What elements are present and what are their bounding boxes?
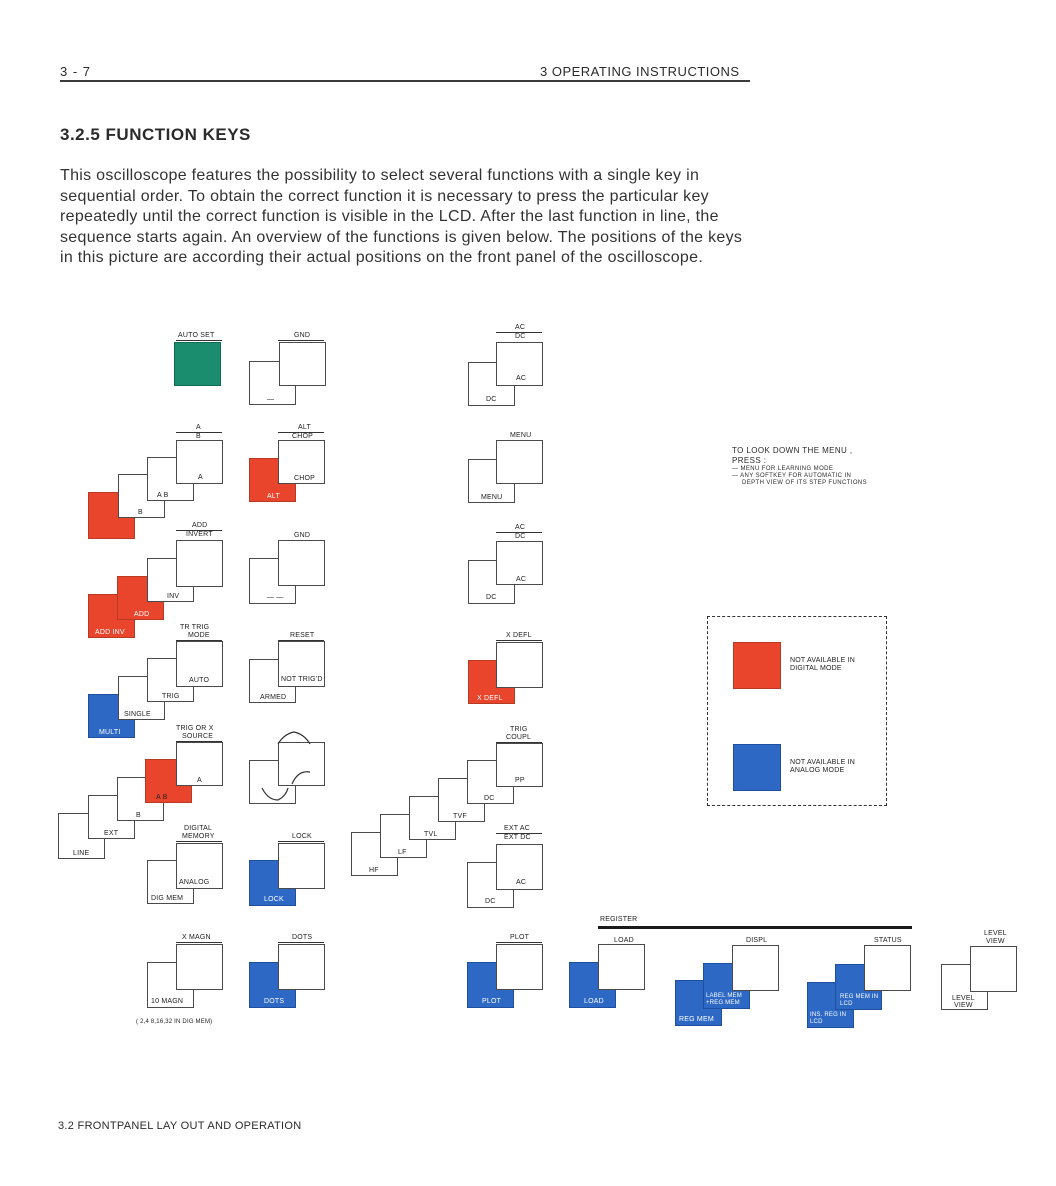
- reset-key[interactable]: NOT TRIG'D: [278, 641, 325, 687]
- digmem-key[interactable]: ANALOG: [176, 843, 223, 889]
- altchop-key[interactable]: CHOP: [278, 440, 325, 484]
- digmem-key-back: DIG MEM: [147, 860, 194, 904]
- trigsource-key-mid: A B: [145, 759, 192, 803]
- plot-key[interactable]: [496, 944, 543, 990]
- xmagn-key[interactable]: [176, 944, 223, 990]
- plot-key-back: PLOT: [467, 962, 514, 1008]
- altchop-key-back: ALT: [249, 458, 296, 502]
- trigsource-key-back1: B: [117, 777, 164, 821]
- gnd1-title: GND: [294, 332, 311, 339]
- displ-key-b2: REG MEM: [675, 980, 722, 1026]
- ab-key[interactable]: A: [176, 440, 223, 484]
- page-number: 3 - 7: [60, 64, 92, 79]
- addinv-key[interactable]: [176, 540, 223, 587]
- section-title: 3.2.5 FUNCTION KEYS: [60, 125, 251, 144]
- legend-red-text: NOT AVAILABLE IN DIGITAL MODE: [790, 657, 856, 672]
- trigcoupl-key-b3: TVL: [409, 796, 456, 840]
- acdc1-key-back: DC: [468, 362, 515, 406]
- status-key-b2: INS. REG IN LCD: [807, 982, 854, 1028]
- extac-key-back: DC: [467, 862, 514, 908]
- trigcoupl-key-b5: HF: [351, 832, 398, 876]
- load-key-back: LOAD: [569, 962, 616, 1008]
- trigsource-key-back2: EXT: [88, 795, 135, 839]
- trigmode-key-mid: TRIG: [147, 658, 194, 702]
- addinv-key-back2: ADD INV: [88, 594, 135, 638]
- displ-key[interactable]: [732, 945, 779, 991]
- addinv-key-back1: ADD: [117, 576, 164, 620]
- legend-red-swatch: [733, 642, 781, 689]
- extac-key[interactable]: AC: [496, 844, 543, 890]
- gnd1-key-back: —: [249, 361, 296, 405]
- status-key[interactable]: [864, 945, 911, 991]
- addinv-key-mid: INV: [147, 558, 194, 602]
- trigsource-key-back3: LINE: [58, 813, 105, 859]
- gnd1-key[interactable]: [279, 342, 326, 386]
- ab-key-back1: B: [118, 474, 165, 518]
- header-rule: [60, 80, 750, 82]
- autoset-title: AUTO SET: [178, 332, 215, 339]
- legend-blue-swatch: [733, 744, 781, 791]
- status-key-b1: REG MEM IN LCD: [835, 964, 882, 1010]
- xdefl-key-back: X DEFL: [468, 660, 515, 704]
- slope-symbol-icon: [258, 730, 328, 806]
- ab-key-mid: A B: [147, 457, 194, 501]
- xmagn-key-back: 10 MAGN: [147, 962, 194, 1008]
- trigmode-key-back2: MULTI: [88, 694, 135, 738]
- levelview-key[interactable]: [970, 946, 1017, 992]
- autoset-key[interactable]: [174, 342, 221, 386]
- lock-key[interactable]: [278, 843, 325, 889]
- trigcoupl-key[interactable]: PP: [496, 743, 543, 787]
- xdefl-key[interactable]: [496, 642, 543, 688]
- page-footer: 3.2 FRONTPANEL LAY OUT AND OPERATION: [58, 1120, 302, 1132]
- legend-blue-text: NOT AVAILABLE IN ANALOG MODE: [790, 759, 856, 774]
- dots-key[interactable]: [278, 944, 325, 990]
- trigsource-key[interactable]: A: [176, 742, 223, 786]
- displ-key-b1: LABEL MEM +REG MEM: [703, 963, 750, 1009]
- reset-key-back: ARMED: [249, 659, 296, 703]
- dots-key-back: DOTS: [249, 962, 296, 1008]
- acdc2-key[interactable]: AC: [496, 541, 543, 585]
- gnd2-key[interactable]: [278, 540, 325, 586]
- register-bar: [598, 926, 912, 929]
- acdc1-key[interactable]: AC: [496, 342, 543, 386]
- levelview-key-back: LEVEL VIEW: [941, 964, 988, 1010]
- gnd2-key-back: — —: [249, 558, 296, 604]
- acdc2-key-back: DC: [468, 560, 515, 604]
- intro-paragraph: This oscilloscope features the possibility to select several functions with a single key in sequential order. To obtain the correct function it is necessary to press the particular key repeatedly until the correct function is visible in the LCD. After the last function in line, the sequence starts again. An overview of the functions is given below. The positions of the keys in this picture are according their actual positions on the front panel of the oscilloscope.: [60, 167, 743, 266]
- menu-note: TO LOOK DOWN THE MENU , PRESS : — MENU FOR LEARNING MODE — ANY SOFTKEY FOR AUTOMATIC IN DEPTH VIEW OF ITS STEP FUNCTIONS: [732, 446, 868, 486]
- load-key[interactable]: [598, 944, 645, 990]
- chapter-title: 3 OPERATING INSTRUCTIONS: [540, 64, 740, 79]
- trigmode-key-back1: SINGLE: [118, 676, 165, 720]
- menu-key[interactable]: [496, 440, 543, 484]
- trigcoupl-key-b2: TVF: [438, 778, 485, 822]
- trigcoupl-key-b1: DC: [467, 760, 514, 804]
- lock-key-back: LOCK: [249, 860, 296, 906]
- trigmode-key[interactable]: AUTO: [176, 641, 223, 687]
- register-label: REGISTER: [600, 916, 638, 923]
- xmagn-note: ( 2,4 8,16,32 IN DIG MEM): [136, 1019, 213, 1025]
- trigcoupl-key-b4: LF: [380, 814, 427, 858]
- menu-key-back: MENU: [468, 459, 515, 503]
